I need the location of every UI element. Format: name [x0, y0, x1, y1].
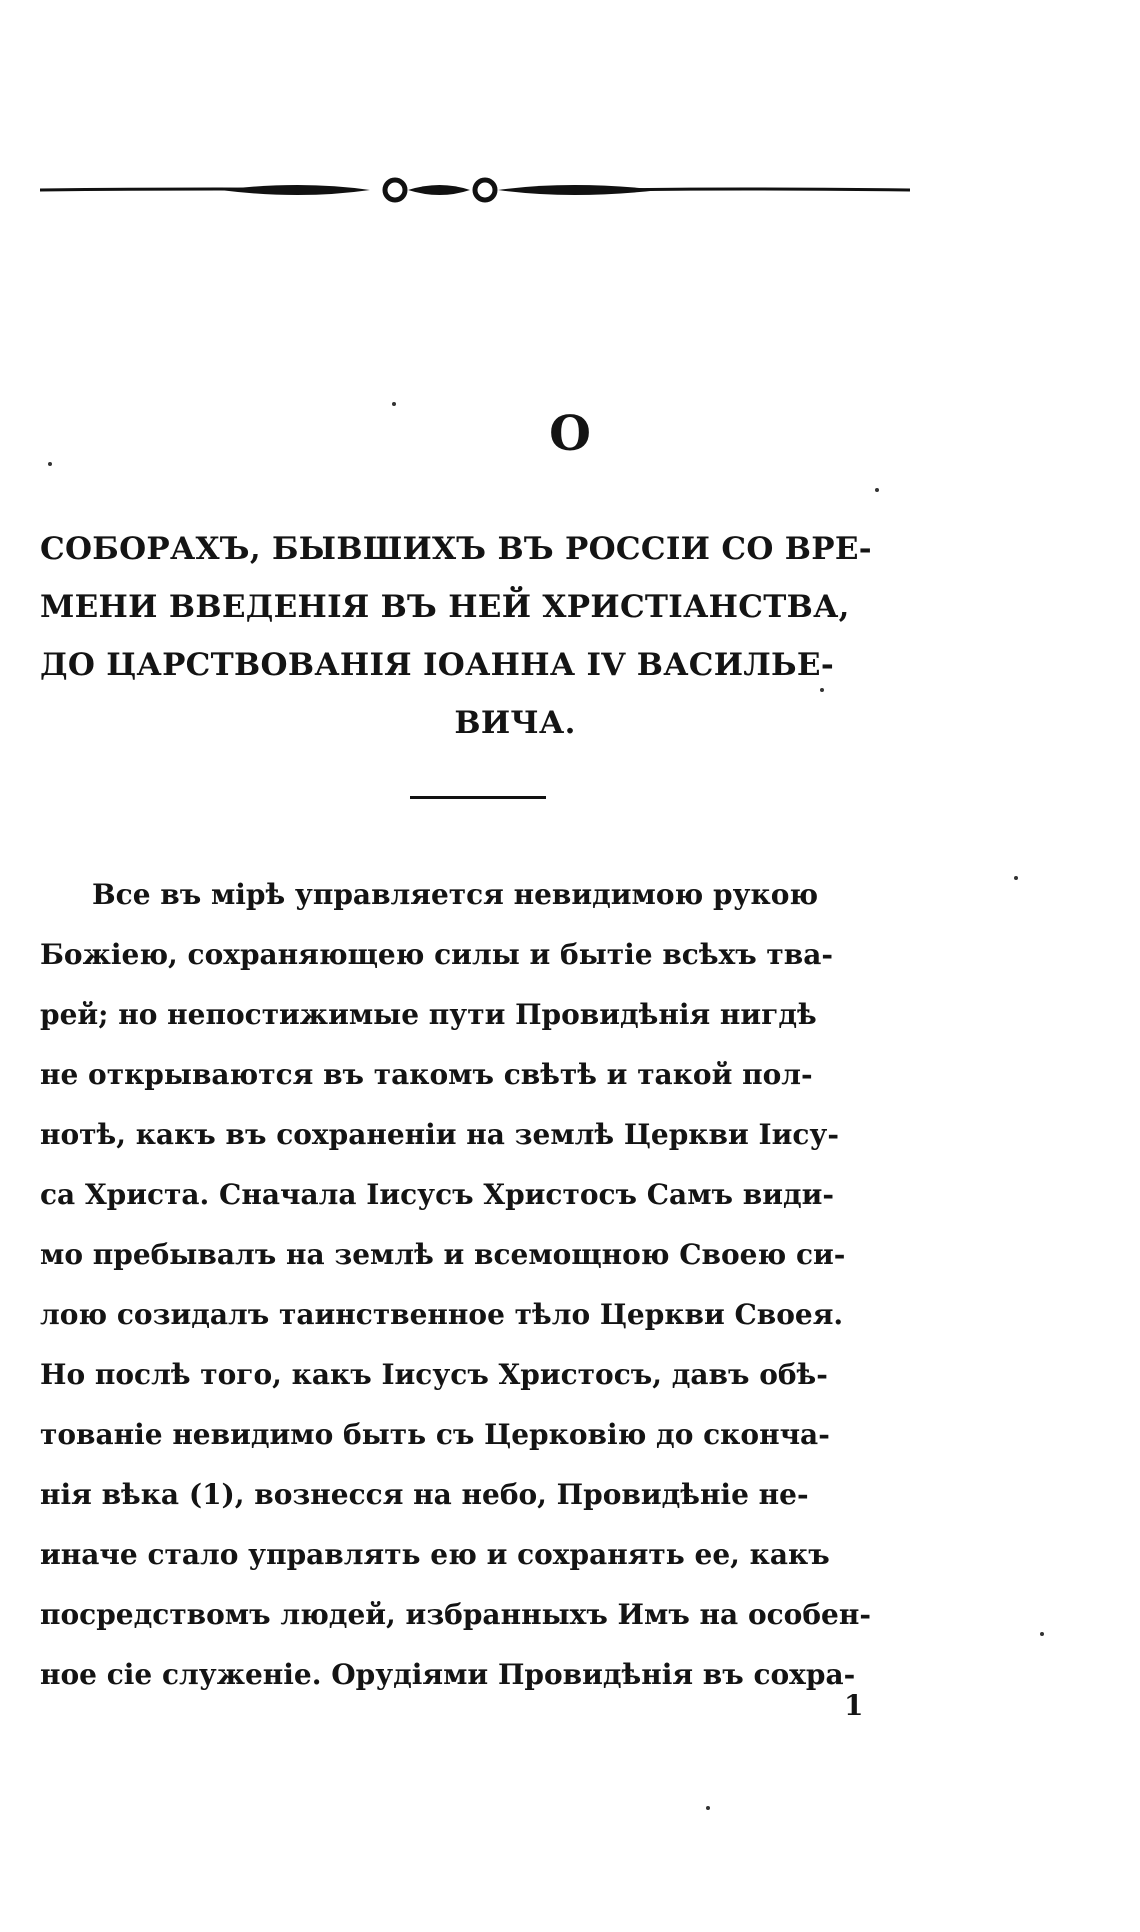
chapter-title	[40, 520, 910, 752]
print-speck	[392, 402, 396, 406]
print-speck	[875, 488, 879, 492]
title-line-4: ВИЧА.	[454, 705, 576, 741]
print-speck	[48, 462, 52, 466]
print-speck	[1040, 1632, 1044, 1636]
print-speck	[1014, 876, 1018, 880]
body-line-6: са Христа. Сначала Іисусъ Христосъ Самъ види-	[40, 1178, 835, 1211]
body-line-11: нія вѣка (1), вознесся на небо, Провидѣніе не-	[40, 1478, 809, 1511]
title-divider	[410, 796, 546, 799]
body-line-10: тованіе невидимо быть съ Церковію до сконча-	[40, 1418, 830, 1451]
body-line-1: Все въ мірѣ управляется невидимою рукою	[92, 878, 819, 911]
body-line-2: Божіею, сохраняющею силы и бытіе всѣхъ тва-	[40, 938, 833, 971]
title-line-1: СОБОРАХЪ, БЫВШИХЪ ВЪ РОССІИ СО ВРЕ-	[40, 531, 872, 567]
heading-preposition: О	[549, 406, 591, 462]
body-line-12: иначе стало управлять ею и сохранять ее, какъ	[40, 1538, 830, 1571]
body-line-9: Но послѣ того, какъ Іисусъ Христосъ, давъ обѣ-	[40, 1358, 828, 1391]
body-line-7: мо пребывалъ на землѣ и всемощною Своею си-	[40, 1238, 846, 1271]
print-speck	[706, 1806, 710, 1810]
body-line-8: лою созидалъ таинственное тѣло Церкви Своея.	[40, 1298, 844, 1331]
print-speck	[820, 688, 824, 692]
body-paragraph	[40, 865, 910, 1705]
body-line-5: нотѣ, какъ въ сохраненіи на землѣ Церкви Іису-	[40, 1118, 839, 1151]
title-line-2: МЕНИ ВВЕДЕНІЯ ВЪ НЕЙ ХРИСТІАНСТВА,	[40, 589, 850, 625]
body-line-4: не открываются въ такомъ свѣтѣ и такой пол-	[40, 1058, 813, 1091]
body-line-14: ное сіе служеніе. Орудіями Провидѣнія въ сохра-	[40, 1658, 856, 1691]
header-ornament	[40, 170, 910, 210]
body-line-13: посредствомъ людей, избранныхъ Имъ на особен-	[40, 1598, 871, 1631]
body-line-3: рей; но непостижимые пути Провидѣнія нигдѣ	[40, 998, 817, 1031]
signature-mark: 1	[844, 1689, 864, 1722]
title-line-3: ДО ЦАРСТВОВАНІЯ ІОАННА IV ВАСИЛЬЕ-	[40, 647, 835, 683]
